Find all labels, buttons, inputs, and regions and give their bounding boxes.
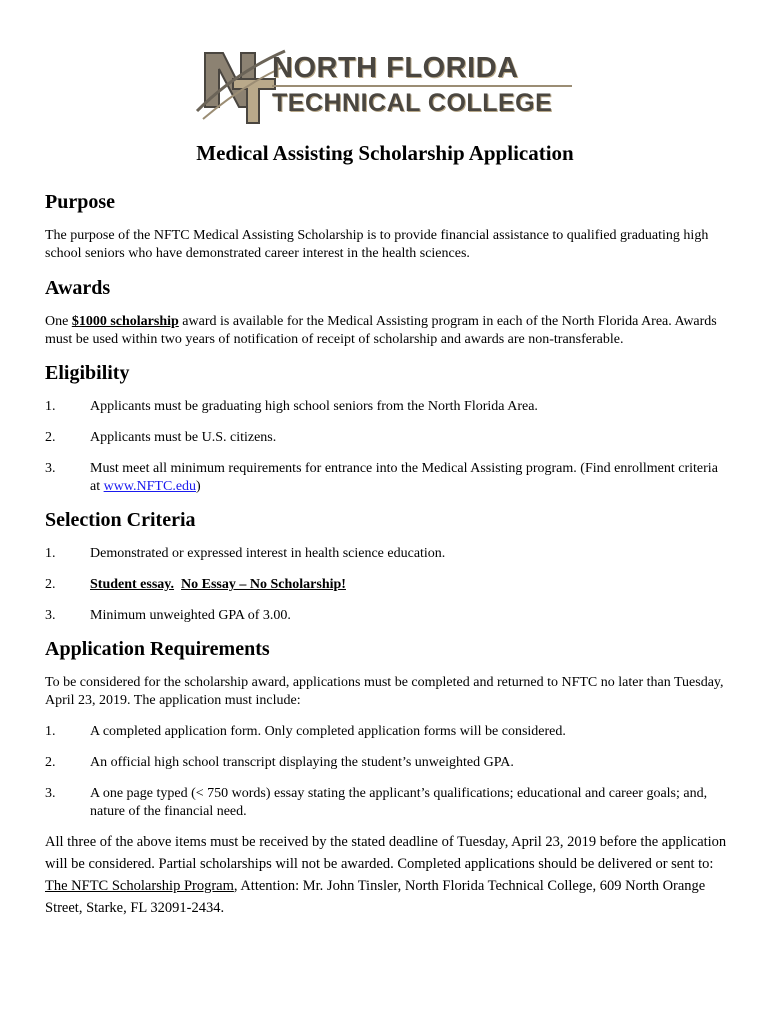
list-number: 2. [45,430,56,445]
closing-post: , Attention: Mr. John Tinsler, North Florida Technical College, 609 North Orange Street, Starke, FL 32091-2434. [45,878,706,916]
eligibility-heading: Eligibility [45,362,130,384]
logo-line-1: NORTH FLORIDA [272,52,519,84]
requirements-heading: Application Requirements [45,638,270,660]
list-text [90,460,730,496]
list-number: 1. [45,724,56,739]
logo-divider [272,85,572,87]
scholarship-program-name: The NFTC Scholarship Program [45,878,234,894]
eligibility-criteria-close: ) [196,479,201,494]
awards-pre: One [45,314,72,329]
closing-paragraph [45,831,735,919]
selection-heading: Selection Criteria [45,509,196,531]
list-text: Minimum unweighted GPA of 3.00. [90,608,291,623]
awards-amount: $1000 scholarship [71,314,179,329]
essay-label: Student essay. [90,577,175,592]
purpose-heading: Purpose [45,191,115,213]
list-text: An official high school transcript displaying the student’s unweighted GPA. [90,755,514,770]
requirements-intro: To be considered for the scholarship award, applications must be completed and returned to NFTC no later than Tuesday, April 23, 2019. The application must include: [45,675,724,708]
list-text: Applicants must be graduating high school seniors from the North Florida Area. [90,399,538,414]
list-number: 1. [45,546,56,561]
nftc-website-link[interactable]: www.NFTC.edu [103,479,197,494]
list-text: Demonstrated or expressed interest in health science education. [90,546,446,561]
closing-pre: All three of the above items must be received by the stated deadline of Tuesday, April 23, 2019 before the application will be considered. Partial scholarships will not be awarded. Completed applications should be delivered or sent to: [45,834,727,872]
list-number: 1. [45,399,56,414]
purpose-text: The purpose of the NFTC Medical Assisting Scholarship is to provide financial assistance to qualified graduating high school seniors who have demonstrated career interest in the health sciences. [45,228,709,261]
list-number: 2. [45,755,56,770]
list-number: 3. [45,786,56,801]
awards-text [45,313,735,349]
list-number: 3. [45,461,56,476]
logo-line-2: TECHNICAL COLLEGE [272,89,553,117]
page-title: Medical Assisting Scholarship Application [196,141,574,165]
awards-heading: Awards [45,277,111,299]
eligibility-criteria-text: Must meet all minimum requirements for entrance into the Medical Assisting program. (Find enrollment criteria at [90,461,718,494]
list-text: Applicants must be U.S. citizens. [90,430,277,445]
list-text [90,576,730,594]
list-text: A one page typed (< 750 words) essay stating the applicant’s qualifications; educational and career goals; and, nature of the financial need. [90,786,708,819]
list-number: 3. [45,608,56,623]
awards-post: award is available for the Medical Assisting program in each of the North Florida Area. Awards must be used within two years of notification of receipt of scholarship and awards are non-transferable. [45,314,717,347]
list-text: A completed application form. Only completed application forms will be considered. [90,724,566,739]
essay-warning: No Essay – No Scholarship! [181,577,346,592]
list-number: 2. [45,577,56,592]
